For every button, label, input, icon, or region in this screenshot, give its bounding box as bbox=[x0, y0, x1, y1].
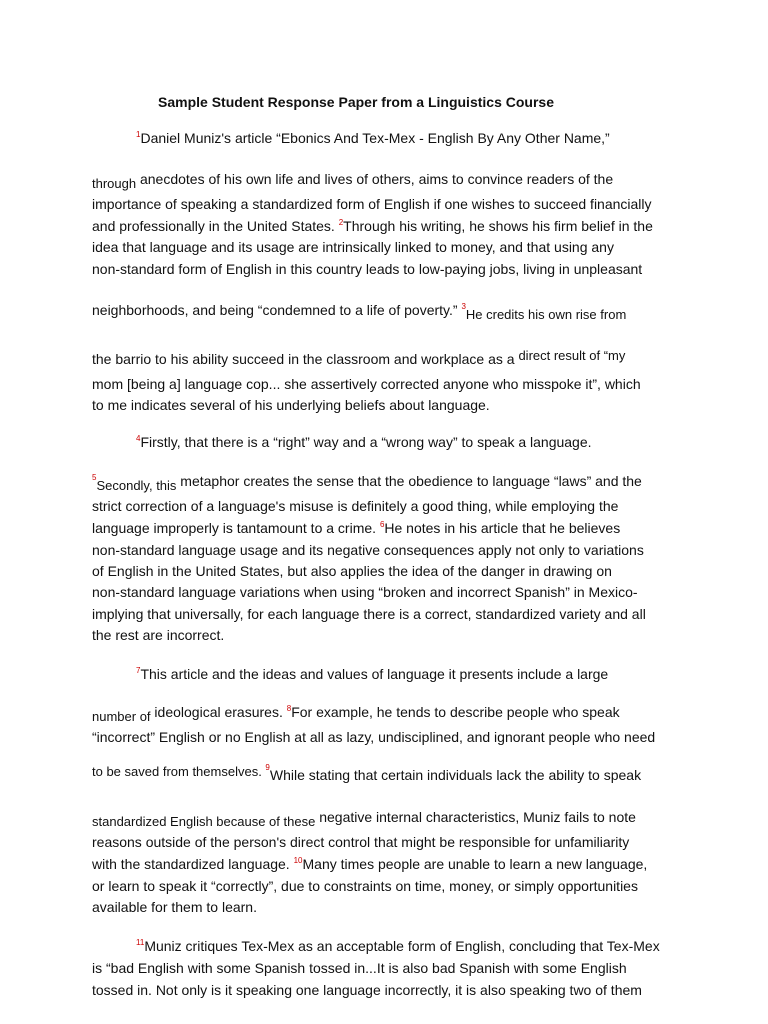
text-line: the rest are incorrect. bbox=[92, 627, 225, 643]
text-line: number of ideological erasures. $^8$For example, he tends to describe people who speak bbox=[92, 704, 620, 724]
text-line: $^1$Daniel Muniz's article “Ebonics And Tex-Mex - English By Any Other Name,” bbox=[136, 130, 610, 146]
footnote-marker: 10 bbox=[293, 856, 303, 865]
text-line: $^5$Secondly, this metaphor creates the sense that the obedience to language “laws” and the bbox=[92, 473, 642, 493]
footnote-marker: 8 bbox=[286, 704, 292, 713]
footnote-marker: 6 bbox=[379, 520, 385, 529]
footnote-marker: 7 bbox=[136, 666, 141, 675]
text-line: and professionally in the United States. $^2$Through his writing, he shows his firm belief in the bbox=[92, 218, 653, 234]
text-line: to me indicates several of his underlying beliefs about language. bbox=[92, 397, 490, 413]
text-line: through anecdotes of his own life and lives of others, aims to convince readers of the bbox=[92, 171, 614, 191]
text-line: with the standardized language. $^{10}$Many times people are unable to learn a new language, bbox=[92, 856, 648, 872]
text-line: $^7$This article and the ideas and values of language it presents include a large bbox=[136, 666, 609, 682]
text-line: “incorrect” English or no English at all as lazy, undisciplined, and ignorant people who need bbox=[92, 729, 656, 745]
text-line: $^{11}$Muniz critiques Tex-Mex as an acceptable form of English, concluding that Tex-Mex bbox=[136, 938, 660, 954]
footnote-marker: 5 bbox=[92, 473, 97, 482]
text-line: the barrio to his ability succeed in the classroom and workplace as a direct result of “my bbox=[92, 348, 626, 367]
text-line: importance of speaking a standardized form of English if one wishes to succeed financially bbox=[92, 196, 652, 212]
text-line: non-standard language variations when using “broken and incorrect Spanish” in Mexico- bbox=[92, 584, 638, 600]
text-line: or learn to speak it “correctly”, due to constraints on time, money, or simply opportunities bbox=[92, 878, 638, 894]
footnote-marker: 2 bbox=[338, 218, 344, 227]
text-line: non-standard form of English in this country leads to low-paying jobs, living in unpleasant bbox=[92, 261, 643, 277]
footnote-marker: 11 bbox=[136, 938, 145, 947]
paper-title: Sample Student Response Paper from a Linguistics Course bbox=[158, 94, 554, 110]
footnote-marker: 1 bbox=[136, 130, 141, 139]
text-line: to be saved from themselves. $^9$While stating that certain individuals lack the ability to speak bbox=[92, 763, 642, 783]
text-line: idea that language and its usage are intrinsically linked to money, and that using any bbox=[92, 239, 614, 255]
text-line: implying that universally, for each language there is a correct, standardized variety and all bbox=[92, 606, 646, 622]
text-line: standardized English because of these negative internal characteristics, Muniz fails to note bbox=[92, 809, 636, 829]
text-line: language improperly is tantamount to a crime. $^6$He notes in his article that he believes bbox=[92, 520, 621, 536]
footnote-marker: 9 bbox=[265, 763, 270, 772]
footnote-marker: 3 bbox=[461, 302, 466, 311]
text-line: tossed in. Not only is it speaking one language incorrectly, it is also speaking two of them bbox=[92, 982, 642, 998]
text-line: $^4$Firstly, that there is a “right” way and a “wrong way” to speak a language. bbox=[136, 434, 592, 450]
text-line: strict correction of a language's misuse is definitely a good thing, while employing the bbox=[92, 498, 619, 514]
text-line: available for them to learn. bbox=[92, 899, 257, 915]
footnote-marker: 4 bbox=[136, 434, 141, 443]
text-line: reasons outside of the person's direct control that might be responsible for unfamiliarity bbox=[92, 834, 630, 850]
text-line: of English in the United States, but also applies the idea of the danger in drawing on bbox=[92, 563, 612, 579]
text-line: neighborhoods, and being “condemned to a life of poverty.” $^3$He credits his own rise from bbox=[92, 302, 627, 322]
text-line: non-standard language usage and its negative consequences apply not only to variations bbox=[92, 542, 644, 558]
text-line: mom [being a] language cop... she assertively corrected anyone who misspoke it”, which bbox=[92, 376, 641, 392]
text-line: is “bad English with some Spanish tossed in...It is also bad Spanish with some English bbox=[92, 960, 627, 976]
